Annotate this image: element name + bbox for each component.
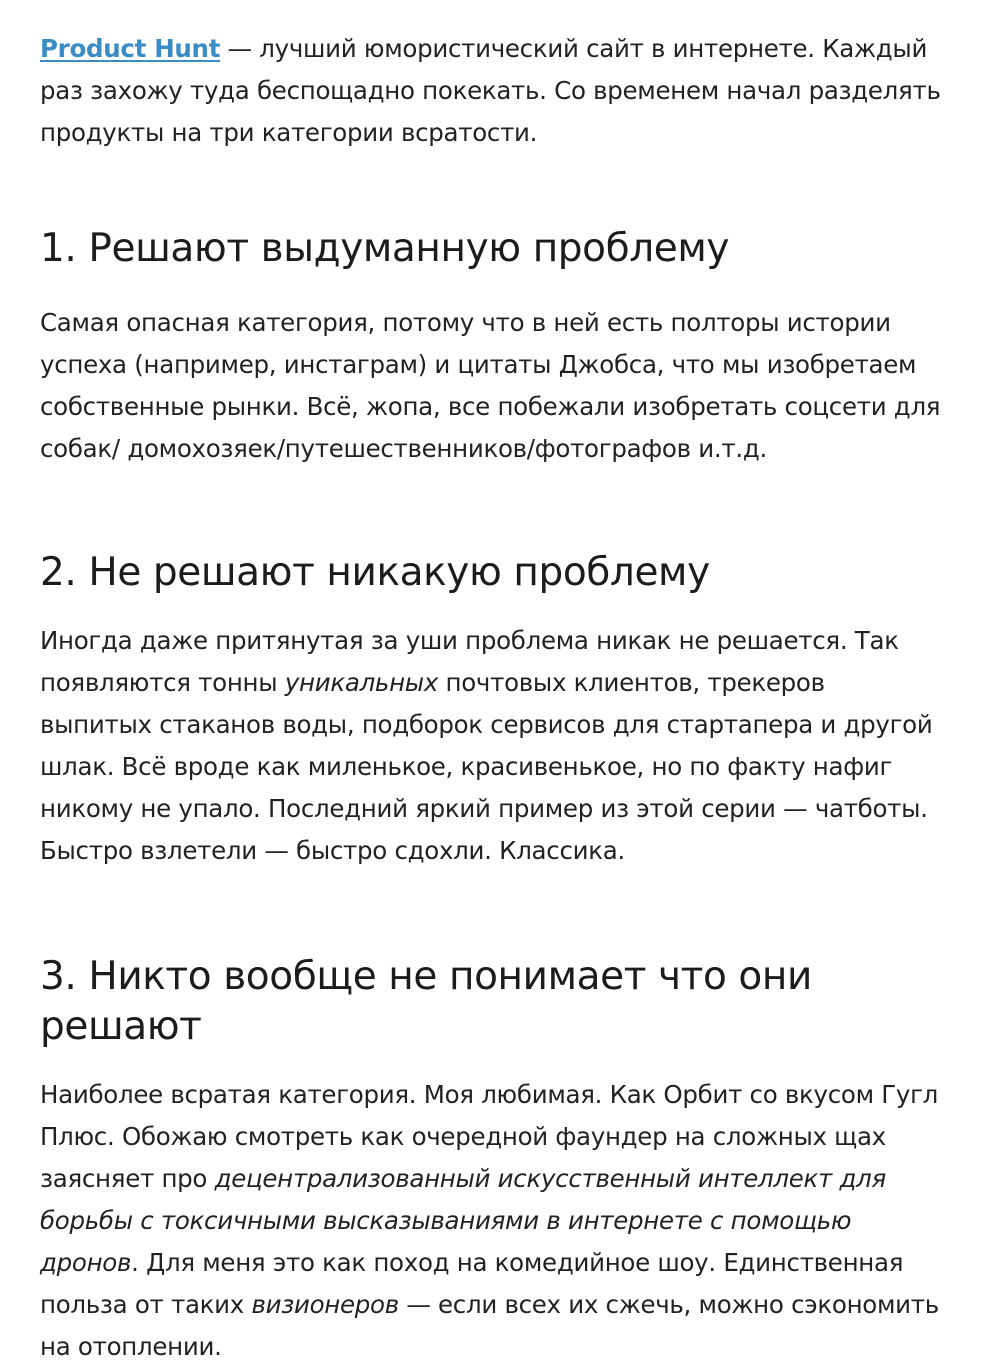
section-3-emphasis-1: децентрализованный искусственный интеллект для борьбы с токсичными высказываниями в интернете с помощью дронов <box>40 1164 886 1277</box>
section-3-text-a: Наиболее всратая категория. Моя любимая. Как Орбит со вкусом Гугл Плюс. Обожаю смотреть как очередной фаундер на сложных щах заясняет про <box>40 1080 939 1193</box>
section-2-text-a: Иногда даже притянутая за уши проблема никак не решается. Так появляются тонны <box>40 626 899 697</box>
product-hunt-link[interactable]: Product Hunt <box>40 34 221 63</box>
section-2-heading: 2. Не решают никакую проблему <box>40 550 710 595</box>
section-2-text-b: почтовых клиентов, трекеров выпитых стаканов воды, подборок сервисов для стартапера и другой шлак. Всё вроде как миленькое, красивенькое, но по факту нафиг никому не упало. Последний яркий пример из этой серии — чатботы. Быстро взлетели — быстро сдохли. Классика. <box>40 668 933 865</box>
intro-text: — лучший юмористический сайт в интернете. Каждый раз захожу туда беспощадно покекать. Со временем начал разделять продукты на три категории всратости. <box>40 34 941 147</box>
section-1-heading: 1. Решают выдуманную проблему <box>40 226 730 271</box>
section-3-emphasis-2: визионеров <box>251 1290 399 1319</box>
section-3-text-b: . Для меня это как поход на комедийное шоу. Единственная польза от таких <box>40 1248 904 1319</box>
section-2-emphasis: уникальных <box>284 668 439 697</box>
section-1-text: Самая опасная категория, потому что в ней есть полторы истории успеха (например, инстаграм) и цитаты Джобса, что мы изобретаем собственные рынки. Всё, жопа, все побежали изобретать соцсети для собак/ домохозяек/путешественников/фотографов и.т.д. <box>40 308 941 463</box>
section-3-paragraph <box>40 1074 941 1368</box>
intro-paragraph <box>40 28 941 154</box>
section-2-paragraph <box>40 620 941 872</box>
section-3-text-c: — если всех их сжечь, можно сэкономить на отоплении. <box>40 1290 939 1361</box>
section-1-paragraph <box>40 302 941 470</box>
section-3-heading: 3. Никто вообще не понимает что они решают <box>40 954 812 1049</box>
